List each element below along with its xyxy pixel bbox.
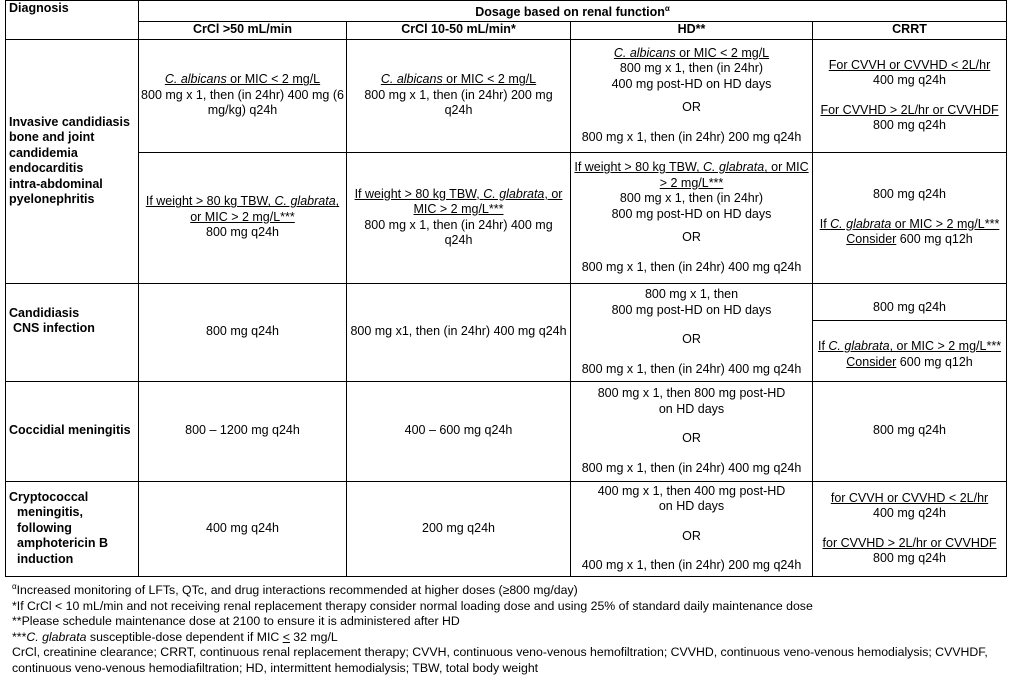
header-crcl-10-50: CrCl 10-50 mL/min* <box>347 21 571 39</box>
cell-invasive-b-hd <box>571 152 813 283</box>
diagnosis-line: candidemia <box>9 145 78 160</box>
dose: 800 mg q24h <box>873 118 947 133</box>
dose: 800 mg x 1, then 800 mg post-HD on HD days <box>597 386 786 416</box>
footnotes <box>12 579 1007 677</box>
diagnosis-candidiasis-cns <box>6 283 139 381</box>
diagnosis-line: amphotericin B <box>17 536 108 551</box>
cell-invasive-a-hd <box>571 39 813 152</box>
dose: 400 mg post-HD on HD days <box>611 76 772 91</box>
diagnosis-line: pyelonephritis <box>9 192 95 207</box>
dose: 400 mg q24h <box>873 506 947 521</box>
dose: 800 mg x 1, then (in 24hr) 400 mg q24h <box>364 217 553 248</box>
dose: Consider 600 mg q12h <box>846 232 973 247</box>
dose: 800 mg x 1, then (in 24hr) 200 mg q24h <box>581 129 802 144</box>
cell-cocci-gt50: 800 – 1200 mg q24h <box>139 381 347 481</box>
condition: For CVVHD > 2L/hr or CVVHDF <box>820 102 999 117</box>
cell-invasive-b-crrt <box>813 152 1007 283</box>
diagnosis-line: bone and joint <box>9 130 95 145</box>
condition: For CVVH or CVVHD < 2L/hr <box>828 57 991 72</box>
dose: 800 mg x 1, then <box>644 287 739 302</box>
table-row <box>6 39 1007 152</box>
dose: 800 mg q24h <box>873 551 947 566</box>
dose: 800 mg post-HD on HD days <box>611 302 772 317</box>
or-separator: OR <box>682 100 701 115</box>
diagnosis-cryptococcal-meningitis <box>6 481 139 576</box>
dose: 800 mg x 1, then (in 24hr) 400 mg (6 mg/kg) q24h <box>141 87 344 118</box>
dose: 800 mg post-HD on HD days <box>611 206 772 221</box>
diagnosis-line: following <box>17 520 72 535</box>
footnote-star2: **Please schedule maintenance dose at 2100 to ensure it is administered after HD <box>12 614 460 629</box>
condition: C. albicans or MIC < 2 mg/L <box>164 72 321 87</box>
cell-invasive-b-gt50 <box>139 152 347 283</box>
dose: 800 mg x 1, then (in 24hr) 400 mg q24h <box>581 361 802 376</box>
header-alpha-sup: α <box>664 4 670 13</box>
header-dosage-group-text: Dosage based on renal function <box>475 5 665 20</box>
condition: If C. glabrata or MIC > 2 mg/L*** <box>819 216 1000 231</box>
diagnosis-line: Invasive candidiasis <box>9 114 130 129</box>
dose: 800 mg x 1, then (in 24hr) 400 mg q24h <box>581 460 802 475</box>
condition: C. albicans or MIC < 2 mg/L <box>613 45 770 60</box>
cell-crypto-gt50: 400 mg q24h <box>139 481 347 576</box>
cell-crypto-crrt <box>813 481 1007 576</box>
header-crcl-gt50: CrCl >50 mL/min <box>139 21 347 39</box>
footnote-star3: ***C. glabrata susceptible-dose dependent if MIC < 32 mg/L <box>12 629 338 644</box>
condition: If C. glabrata, or MIC > 2 mg/L*** <box>817 339 1002 354</box>
cell-invasive-a-gt50 <box>139 39 347 152</box>
or-separator: OR <box>682 431 701 446</box>
dosing-table-container <box>5 0 1008 577</box>
dose: 800 mg x 1, then (in 24hr) <box>619 61 764 76</box>
cell-cns-gt50: 800 mg q24h <box>139 283 347 381</box>
cell-cocci-10-50: 400 – 600 mg q24h <box>347 381 571 481</box>
cell-crypto-hd <box>571 481 813 576</box>
dose: 800 mg x 1, then (in 24hr) 400 mg q24h <box>581 259 802 274</box>
dose: 800 mg x 1, then (in 24hr) 200 mg q24h <box>364 87 553 118</box>
condition: If weight > 80 kg TBW, C. glabrata, or MIC > 2 mg/L*** <box>354 186 563 217</box>
cell-cns-10-50: 800 mg x1, then (in 24hr) 400 mg q24h <box>347 283 571 381</box>
condition: C. albicans or MIC < 2 mg/L <box>380 72 537 87</box>
or-separator: OR <box>682 528 701 543</box>
cell-invasive-b-10-50 <box>347 152 571 283</box>
dose: 800 mg q24h <box>873 187 947 202</box>
dose: Consider 600 mg q12h <box>846 354 973 369</box>
table-row <box>6 381 1007 481</box>
table-row <box>6 283 1007 381</box>
cell-cns-hd <box>571 283 813 381</box>
dose: 400 mg q24h <box>873 73 947 88</box>
cell-invasive-a-crrt <box>813 39 1007 152</box>
condition: If weight > 80 kg TBW, C. glabrata, or MIC > 2 mg/L*** <box>574 160 809 190</box>
diagnosis-line: induction <box>17 551 74 566</box>
diagnosis-line: Cryptococcal <box>9 489 89 504</box>
cell-cocci-hd <box>571 381 813 481</box>
diagnosis-line: CNS infection <box>13 321 95 336</box>
footnote-alpha: $^\alpha$Increased monitoring of LFTs, QTc, and drug interactions recommended at higher doses (≥800 mg/day) <box>12 582 578 598</box>
footnote-abbreviations: CrCl, creatinine clearance; CRRT, continuous renal replacement therapy; CVVH, continuous veno-venous hemofiltration; CVVHD, continuous veno-venous hemodialysis; CVVHDF, continuous veno-venous hemodiafiltration; HD, intermittent hemodialysis; TBW, total body weight <box>12 645 988 676</box>
or-separator: OR <box>682 230 701 245</box>
footnote-star1: *If CrCl < 10 mL/min and not receiving renal replacement therapy consider normal loading dose and using 25% of standard daily maintenance dose <box>12 598 813 613</box>
diagnosis-line: endocarditis <box>9 161 84 176</box>
diagnosis-coccidial-meningitis: Coccidial meningitis <box>6 381 139 481</box>
diagnosis-line: meningitis, <box>17 505 83 520</box>
table-row <box>6 152 1007 283</box>
dose: 800 mg q24h <box>206 225 279 240</box>
diagnosis-line: Candidiasis <box>9 305 80 320</box>
table-row <box>6 481 1007 576</box>
cell-cocci-crrt: 800 mg q24h <box>813 381 1007 481</box>
header-hd: HD** <box>571 21 813 39</box>
header-crrt: CRRT <box>813 21 1007 39</box>
dose: 800 mg x 1, then (in 24hr) <box>619 191 764 206</box>
or-separator: OR <box>682 332 701 347</box>
dose: 800 mg q24h <box>813 294 1006 321</box>
header-diagnosis: Diagnosis <box>6 1 139 40</box>
condition: If weight > 80 kg TBW, C. glabrata, or MIC > 2 mg/L*** <box>145 194 340 224</box>
cell-cns-crrt <box>813 283 1007 381</box>
dose: 400 mg x 1, then 400 mg post-HD on HD days <box>597 483 786 514</box>
header-dosage-group <box>139 1 1007 22</box>
cell-crypto-10-50: 200 mg q24h <box>347 481 571 576</box>
diagnosis-line: intra-abdominal <box>9 176 103 191</box>
condition: for CVVH or CVVHD < 2L/hr <box>830 490 989 505</box>
condition: for CVVHD > 2L/hr or CVVHDF <box>822 535 997 550</box>
dose: 400 mg x 1, then (in 24hr) 200 mg q24h <box>581 558 802 573</box>
cell-invasive-a-10-50 <box>347 39 571 152</box>
dosing-table <box>5 0 1007 577</box>
diagnosis-invasive-candidiasis <box>6 39 139 283</box>
